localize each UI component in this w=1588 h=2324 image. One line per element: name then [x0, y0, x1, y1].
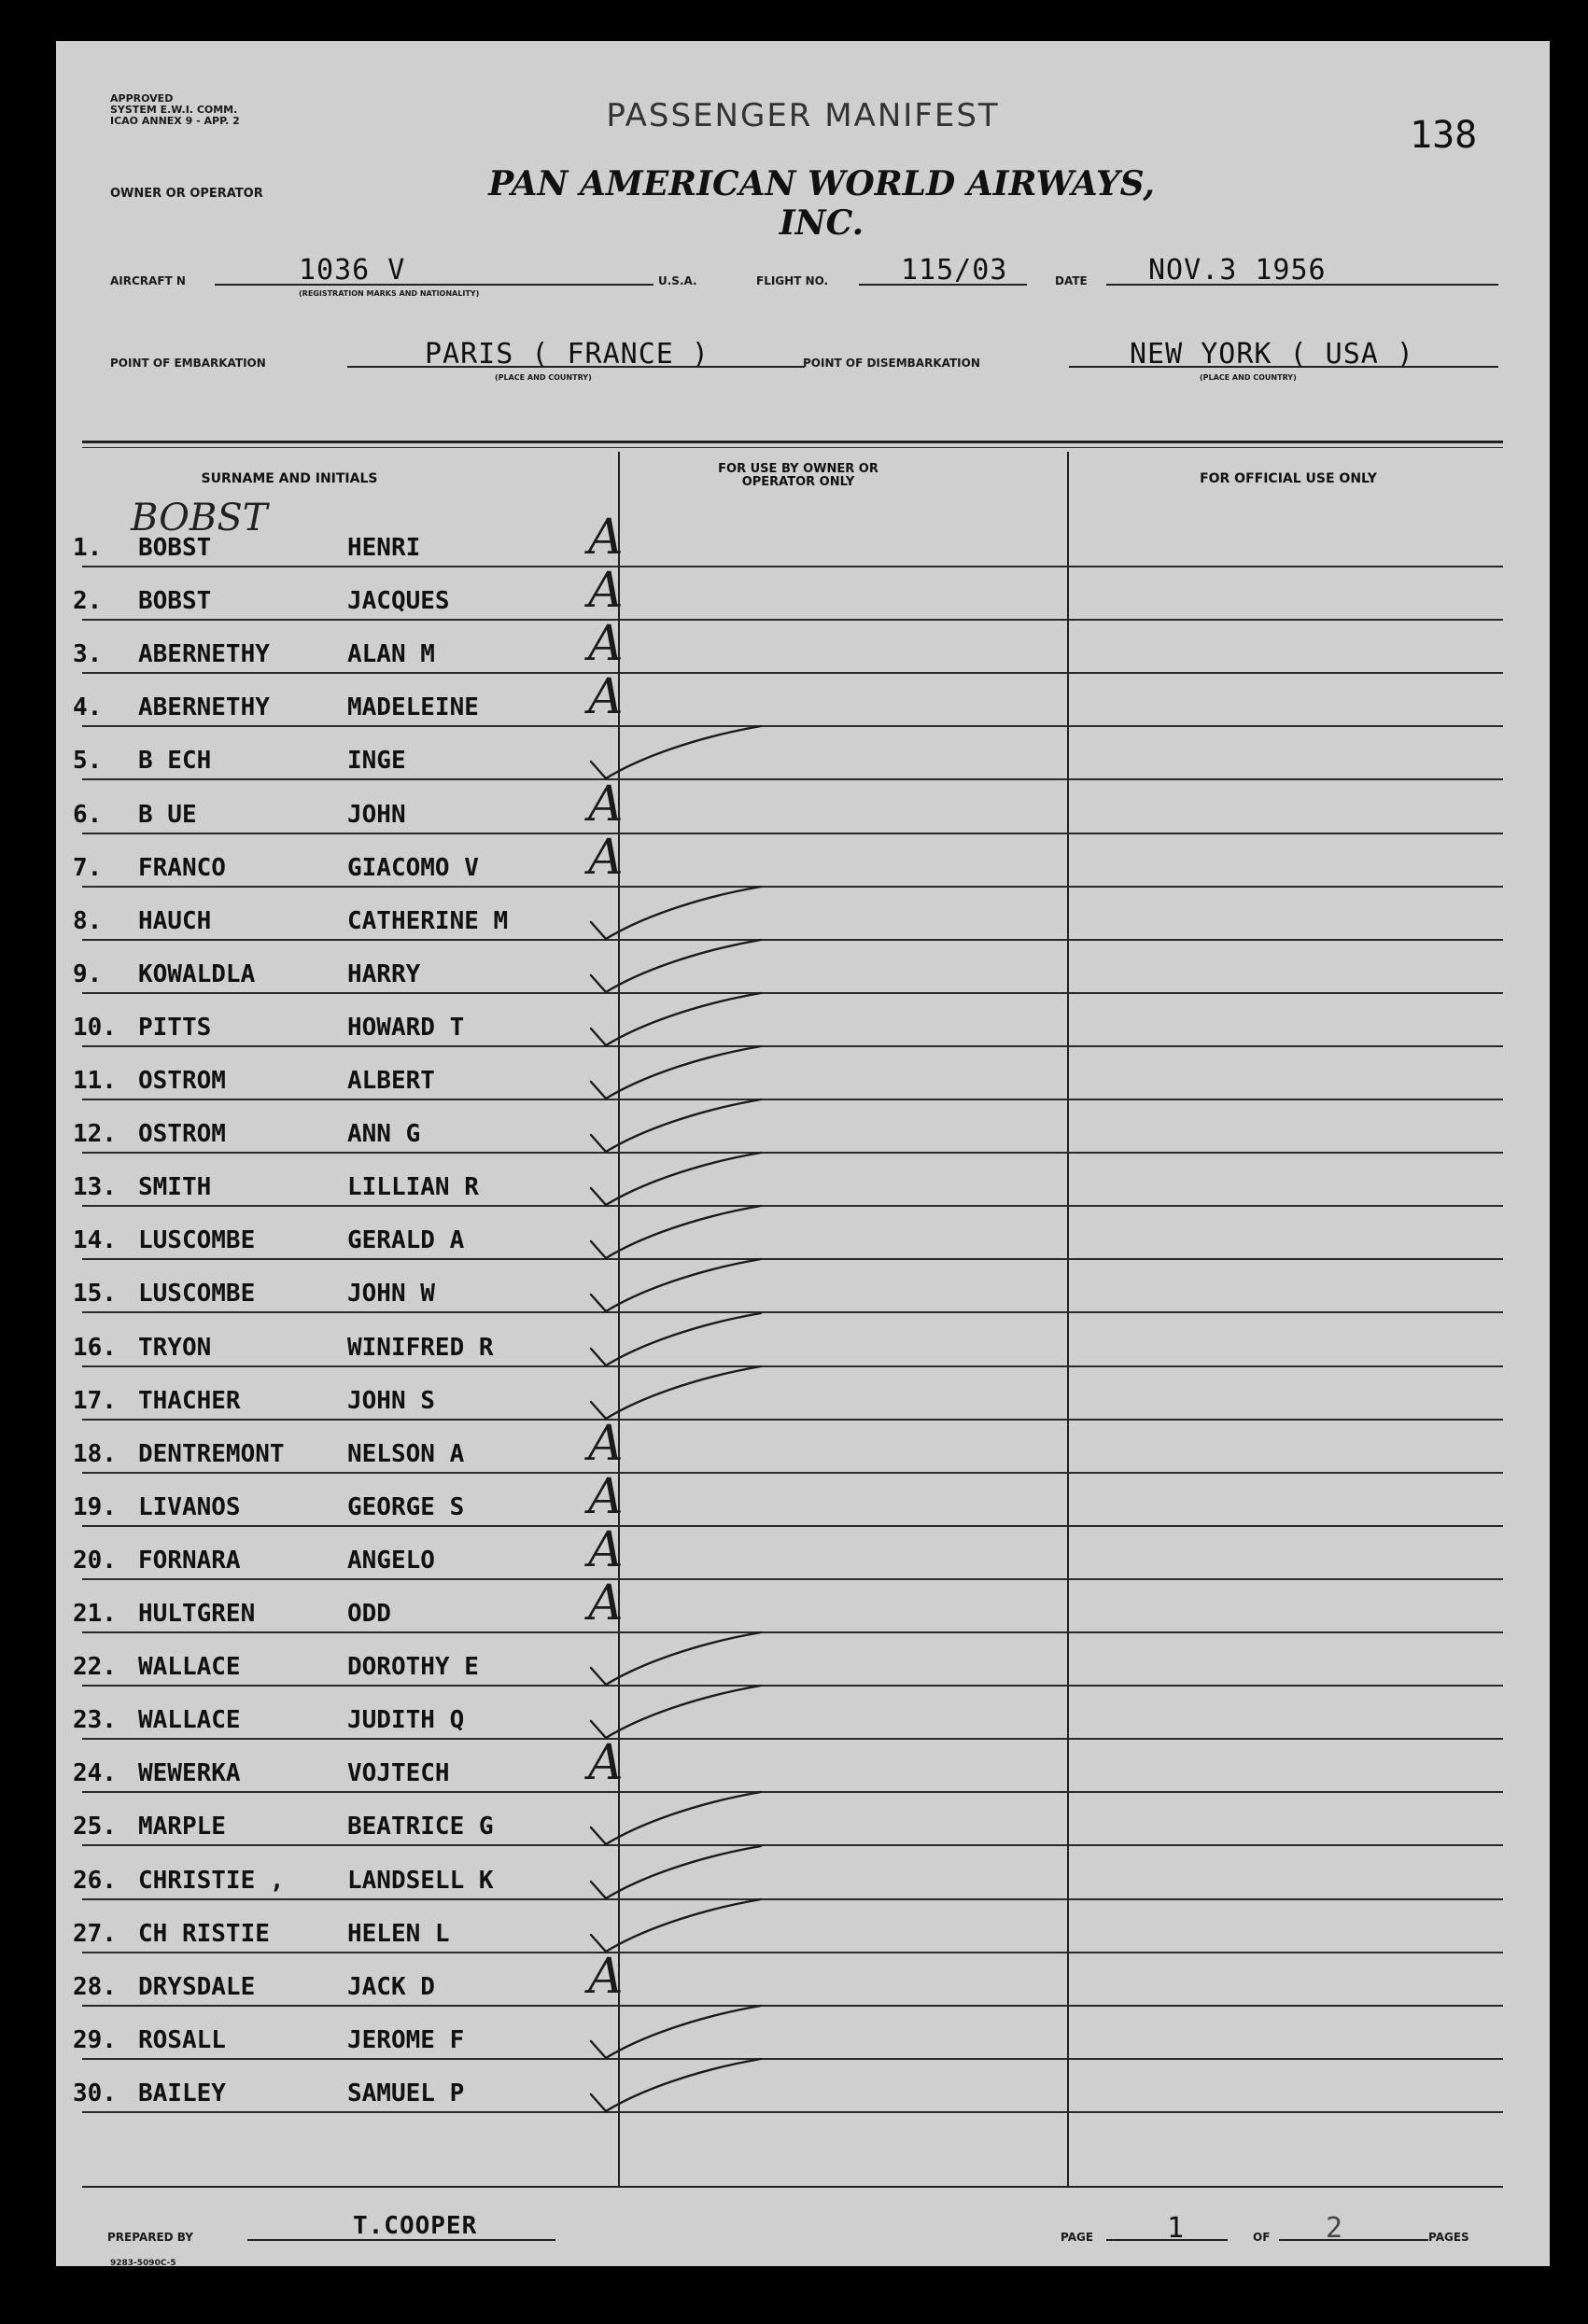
- passenger-surname: FRANCO: [138, 853, 226, 882]
- passenger-given-name: WINIFRED R: [347, 1333, 494, 1362]
- row-number: 10.: [73, 1013, 117, 1042]
- row-rule: [82, 2111, 1503, 2113]
- row-rule: [82, 1099, 1503, 1100]
- row-rule: [82, 778, 1503, 780]
- passenger-surname: CH RISTIE: [138, 1919, 270, 1948]
- passenger-surname: TRYON: [138, 1333, 212, 1362]
- row-rule: [82, 833, 1503, 834]
- approval-stamp: [110, 93, 297, 127]
- approval-line: APPROVED: [110, 92, 174, 105]
- flight-value: 115/03: [901, 254, 1008, 287]
- passenger-surname: ABERNETHY: [138, 640, 270, 669]
- passenger-given-name: NELSON A: [347, 1439, 465, 1468]
- passenger-surname: WEWERKA: [138, 1759, 241, 1788]
- disembarkation-label: POINT OF DISEMBARKATION: [803, 357, 980, 370]
- prepared-value: T.COOPER: [353, 2212, 478, 2240]
- row-number: 20.: [73, 1546, 117, 1575]
- row-rule: [82, 1952, 1503, 1953]
- passenger-given-name: CATHERINE M: [347, 906, 509, 935]
- flight-label: FLIGHT NO.: [756, 274, 829, 287]
- passenger-surname: FORNARA: [138, 1546, 241, 1575]
- row-rule: [82, 2058, 1503, 2060]
- row-number: 21.: [73, 1600, 117, 1628]
- disembarkation-caption: (PLACE AND COUNTRY): [1200, 373, 1297, 382]
- page-number: 138: [1410, 114, 1478, 157]
- passenger-given-name: ANN G: [347, 1120, 421, 1149]
- passenger-surname: ROSALL: [138, 2025, 226, 2054]
- passenger-surname: LUSCOMBE: [138, 1226, 256, 1255]
- passenger-surname: THACHER: [138, 1386, 241, 1415]
- row-number: 9.: [73, 959, 103, 988]
- passenger-given-name: HENRI: [347, 534, 421, 562]
- aircraft-value: 1036 V: [299, 254, 406, 287]
- passenger-given-name: JOHN S: [347, 1386, 435, 1415]
- passenger-given-name: JUDITH Q: [347, 1706, 465, 1735]
- passenger-surname: OSTROM: [138, 1067, 226, 1095]
- passenger-given-name: HELEN L: [347, 1919, 450, 1948]
- row-number: 19.: [73, 1492, 117, 1521]
- row-number: 29.: [73, 2025, 117, 2054]
- row-number: 27.: [73, 1919, 117, 1948]
- column-header-owner-use: FOR USE BY OWNER OR OPERATOR ONLY: [718, 462, 878, 489]
- passenger-given-name: ALAN M: [347, 640, 435, 669]
- row-rule: [82, 1045, 1503, 1047]
- passenger-given-name: DOROTHY E: [347, 1653, 479, 1682]
- handwritten-a-mark: A: [588, 829, 624, 886]
- passenger-given-name: JACK D: [347, 1972, 435, 2001]
- row-number: 30.: [73, 2079, 117, 2107]
- row-rule: [82, 1152, 1503, 1154]
- approval-line: SYSTEM E.W.I. COMM.: [110, 104, 238, 116]
- row-number: 6.: [73, 800, 103, 829]
- row-rule: [82, 886, 1503, 888]
- column-divider-official: [1067, 452, 1069, 2186]
- passenger-given-name: LILLIAN R: [347, 1173, 479, 1202]
- table-top-rule-thin: [82, 447, 1503, 448]
- passenger-surname: BOBST: [138, 534, 212, 562]
- row-number: 22.: [73, 1653, 117, 1682]
- passenger-given-name: ALBERT: [347, 1067, 435, 1095]
- handwritten-a-mark: A: [588, 1468, 624, 1525]
- aircraft-label: AIRCRAFT N: [110, 274, 186, 287]
- passenger-surname: BOBST: [138, 587, 212, 616]
- column-header-surname: SURNAME AND INITIALS: [201, 471, 378, 486]
- row-rule: [82, 1898, 1503, 1900]
- passenger-given-name: ANGELO: [347, 1546, 435, 1575]
- passenger-surname: HAUCH: [138, 906, 212, 935]
- passenger-given-name: ODD: [347, 1600, 391, 1628]
- row-number: 5.: [73, 747, 103, 776]
- handwritten-a-mark: A: [588, 669, 624, 726]
- passenger-surname: PITTS: [138, 1013, 212, 1042]
- passenger-surname: ABERNETHY: [138, 693, 270, 722]
- row-rule: [82, 1258, 1503, 1260]
- operator-name: PAN AMERICAN WORLD AIRWAYS, INC.: [488, 164, 1155, 243]
- row-rule: [82, 992, 1503, 994]
- manifest-sheet: [56, 41, 1550, 2266]
- passenger-given-name: GEORGE S: [347, 1492, 465, 1521]
- row-rule: [82, 725, 1503, 727]
- row-number: 24.: [73, 1759, 117, 1788]
- row-number: 15.: [73, 1280, 117, 1309]
- embarkation-label: POINT OF EMBARKATION: [110, 357, 266, 370]
- form-code: 9283-5090C-5: [110, 2259, 176, 2268]
- row-number: 13.: [73, 1173, 117, 1202]
- row-rule: [82, 1311, 1503, 1313]
- row-number: 8.: [73, 906, 103, 935]
- passenger-surname: WALLACE: [138, 1706, 241, 1735]
- row-rule: [82, 939, 1503, 941]
- of-label: OF: [1253, 2231, 1271, 2244]
- row-rule: [82, 1738, 1503, 1740]
- row-rule: [82, 1472, 1503, 1474]
- passenger-surname: B UE: [138, 800, 197, 829]
- passenger-surname: DENTREMONT: [138, 1439, 285, 1468]
- handwritten-note: BOBST: [131, 497, 268, 539]
- row-rule: [82, 1791, 1503, 1793]
- column-header-official-use: FOR OFFICIAL USE ONLY: [1200, 471, 1377, 486]
- row-number: 28.: [73, 1972, 117, 2001]
- passenger-given-name: GERALD A: [347, 1226, 465, 1255]
- passenger-surname: DRYSDALE: [138, 1972, 256, 2001]
- passenger-given-name: JACQUES: [347, 587, 450, 616]
- row-rule: [82, 1631, 1503, 1633]
- passenger-given-name: GIACOMO V: [347, 853, 479, 882]
- row-number: 18.: [73, 1439, 117, 1468]
- row-rule: [82, 1685, 1503, 1687]
- handwritten-a-mark: A: [588, 616, 624, 673]
- of-value: 2: [1326, 2212, 1344, 2245]
- row-number: 4.: [73, 693, 103, 722]
- passenger-given-name: SAMUEL P: [347, 2079, 465, 2107]
- row-number: 16.: [73, 1333, 117, 1362]
- row-number: 3.: [73, 640, 103, 669]
- passenger-surname: MARPLE: [138, 1813, 226, 1841]
- row-rule: [82, 2005, 1503, 2007]
- passenger-surname: OSTROM: [138, 1120, 226, 1149]
- row-number: 26.: [73, 1866, 117, 1895]
- table-top-rule: [82, 441, 1503, 443]
- handwritten-a-mark: A: [588, 776, 624, 833]
- passenger-given-name: HOWARD T: [347, 1013, 465, 1042]
- approval-line: ICAO ANNEX 9 - APP. 2: [110, 115, 240, 127]
- owner-label: OWNER OR OPERATOR: [110, 187, 263, 201]
- row-rule: [82, 619, 1503, 621]
- row-number: 11.: [73, 1067, 117, 1095]
- passenger-surname: KOWALDLA: [138, 959, 256, 988]
- passenger-given-name: INGE: [347, 747, 406, 776]
- row-number: 23.: [73, 1706, 117, 1735]
- date-label: DATE: [1055, 274, 1088, 287]
- passenger-given-name: BEATRICE G: [347, 1813, 494, 1841]
- passenger-surname: CHRISTIE ,: [138, 1866, 285, 1895]
- passenger-given-name: LANDSELL K: [347, 1866, 494, 1895]
- row-number: 17.: [73, 1386, 117, 1415]
- row-number: 14.: [73, 1226, 117, 1255]
- page-value: 1: [1167, 2212, 1186, 2245]
- pages-label: PAGES: [1428, 2231, 1469, 2244]
- of-underline: [1279, 2239, 1428, 2241]
- handwritten-a-mark: A: [588, 1735, 624, 1792]
- document-title: PASSENGER MANIFEST: [606, 97, 1000, 134]
- passenger-given-name: JEROME F: [347, 2025, 465, 2054]
- embarkation-caption: (PLACE AND COUNTRY): [495, 373, 592, 382]
- disembarkation-value: NEW YORK ( USA ): [1130, 338, 1414, 371]
- row-rule: [82, 1419, 1503, 1421]
- row-number: 7.: [73, 853, 103, 882]
- passenger-given-name: HARRY: [347, 959, 421, 988]
- row-rule: [82, 672, 1503, 674]
- row-number: 2.: [73, 587, 103, 616]
- passenger-surname: LUSCOMBE: [138, 1280, 256, 1309]
- row-rule: [82, 1365, 1503, 1367]
- handwritten-a-mark: A: [588, 563, 624, 620]
- passenger-surname: SMITH: [138, 1173, 212, 1202]
- passenger-surname: BAILEY: [138, 2079, 226, 2107]
- handwritten-a-mark: A: [588, 1948, 624, 2005]
- passenger-given-name: MADELEINE: [347, 693, 479, 722]
- row-rule: [82, 1844, 1503, 1846]
- passenger-given-name: JOHN W: [347, 1280, 435, 1309]
- passenger-given-name: VOJTECH: [347, 1759, 450, 1788]
- registration-caption: (REGISTRATION MARKS AND NATIONALITY): [299, 289, 480, 298]
- date-value: NOV.3 1956: [1148, 254, 1327, 287]
- passenger-surname: WALLACE: [138, 1653, 241, 1682]
- row-rule: [82, 1205, 1503, 1207]
- nationality-label: U.S.A.: [658, 274, 697, 287]
- passenger-given-name: JOHN: [347, 800, 406, 829]
- handwritten-a-mark: A: [588, 1575, 624, 1631]
- embarkation-value: PARIS ( FRANCE ): [425, 338, 710, 371]
- row-rule: [82, 1525, 1503, 1527]
- passenger-surname: LIVANOS: [138, 1492, 241, 1521]
- handwritten-a-mark: A: [588, 510, 624, 566]
- passenger-surname: HULTGREN: [138, 1600, 256, 1628]
- passenger-surname: B ECH: [138, 747, 212, 776]
- row-number: 12.: [73, 1120, 117, 1149]
- handwritten-a-mark: A: [588, 1415, 624, 1472]
- row-rule: [82, 566, 1503, 567]
- handwritten-a-mark: A: [588, 1521, 624, 1578]
- prepared-label: PREPARED BY: [107, 2231, 193, 2244]
- check-mark-icon: [583, 2053, 770, 2119]
- row-rule: [82, 1578, 1503, 1580]
- aircraft-underline: [215, 284, 653, 286]
- row-number: 1.: [73, 534, 103, 562]
- row-number: 25.: [73, 1813, 117, 1841]
- page-label: PAGE: [1061, 2231, 1094, 2244]
- table-bottom-rule: [82, 2186, 1503, 2188]
